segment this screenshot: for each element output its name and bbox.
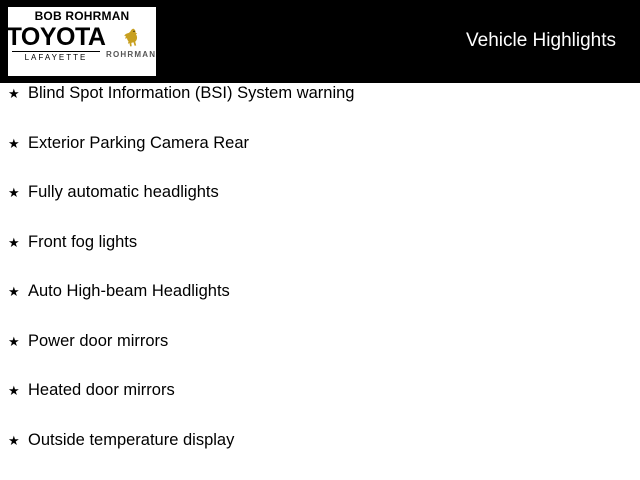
- list-item: [0, 133, 640, 183]
- logo-middle-row: [6, 23, 157, 62]
- page-title: Vehicle Highlights: [466, 30, 616, 51]
- list-item: [0, 232, 640, 282]
- list-item: [0, 182, 640, 232]
- dealer-logo: [8, 7, 156, 76]
- star-icon: ★: [8, 185, 20, 200]
- highlight-label: Exterior Parking Camera Rear: [28, 133, 249, 152]
- logo-city-wrap: [12, 51, 100, 62]
- star-icon: ★: [8, 135, 20, 151]
- list-item: [0, 380, 640, 430]
- highlight-label: Power door mirrors: [28, 331, 169, 350]
- list-item: [0, 281, 640, 331]
- highlight-label: Blind Spot Information (BSI) System warning: [28, 84, 355, 102]
- list-item: [0, 430, 640, 480]
- dealer-city: LAFAYETTE: [24, 53, 88, 62]
- highlight-label: Auto High-beam Headlights: [28, 282, 230, 300]
- highlight-label: Front fog lights: [28, 232, 138, 251]
- highlight-label: Fully automatic headlights: [28, 183, 219, 201]
- dealer-name-line: BOB ROHRMAN: [34, 9, 130, 23]
- highlight-label: Outside temperature display: [28, 430, 235, 449]
- star-icon: ★: [8, 86, 20, 101]
- highlight-label: Heated door mirrors: [28, 381, 175, 399]
- rohrman-wordmark: ROHRMAN: [106, 50, 157, 59]
- star-icon: ★: [8, 432, 20, 448]
- star-icon: ★: [8, 234, 20, 250]
- star-icon: ★: [8, 284, 20, 299]
- toyota-wordmark: TOYOTA: [6, 23, 106, 51]
- toyota-brand-block: [6, 23, 106, 62]
- page-header: [0, 0, 640, 83]
- list-item: [0, 331, 640, 381]
- list-item: [0, 83, 640, 133]
- vehicle-highlights-list: [0, 83, 640, 479]
- rohrman-brand-block: [106, 27, 156, 59]
- star-icon: ★: [8, 383, 20, 398]
- rearing-horse-icon: [121, 27, 141, 49]
- star-icon: ★: [8, 333, 20, 349]
